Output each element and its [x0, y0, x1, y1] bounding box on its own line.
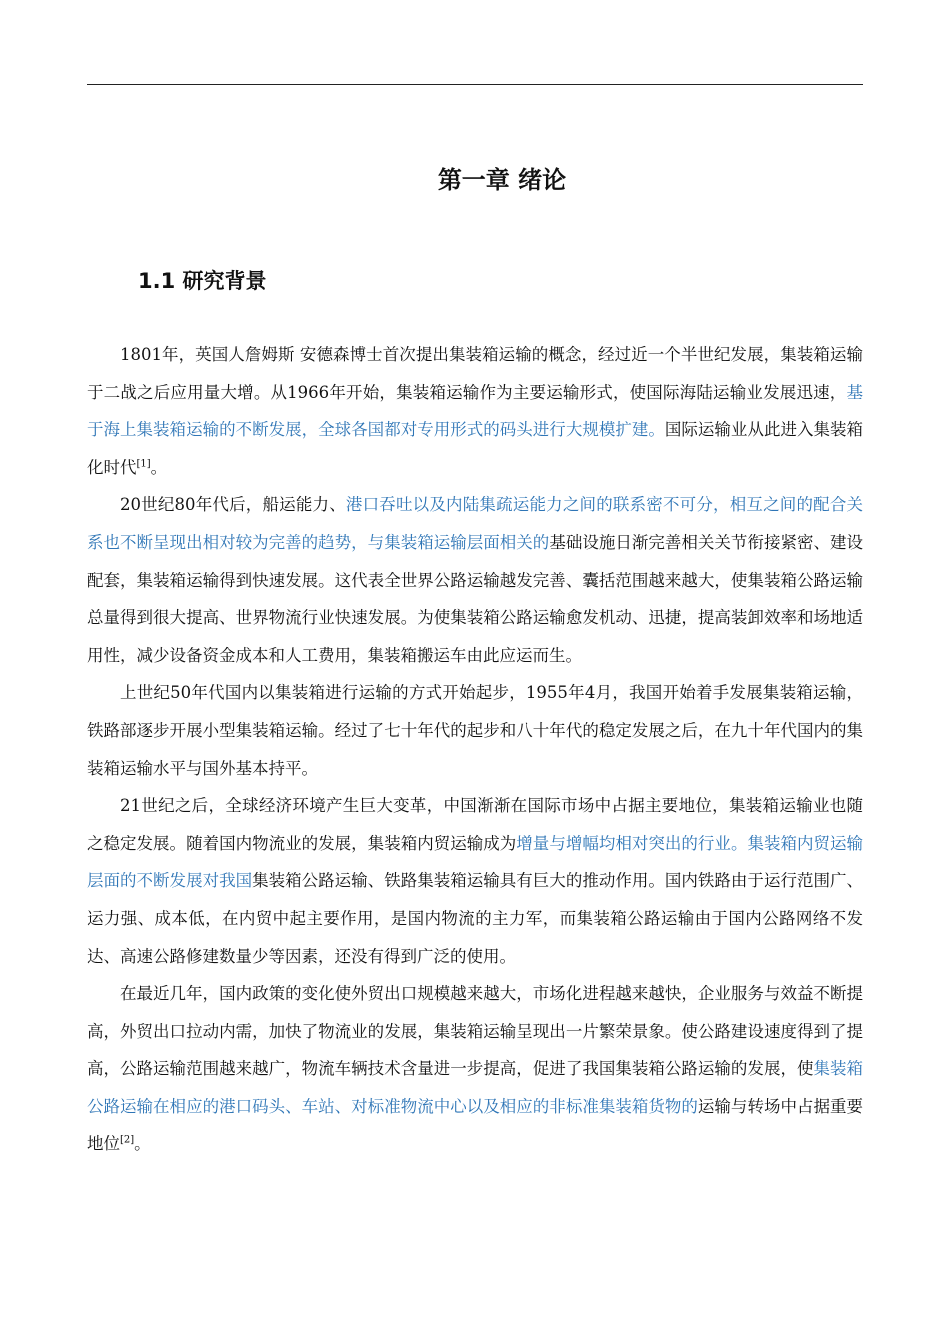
paragraph-text: 。 [134, 1134, 151, 1154]
paragraph [87, 674, 863, 787]
paragraph [87, 975, 863, 1163]
paragraph-text: 在最近几年，国内政策的变化使外贸出口规模越来越大，市场化进程越来越快，企业服务与效益不断提高，外贸出口拉动内需，加快了物流业的发展，集装箱运输呈现出一片繁荣景象。使公路建设速度得到了提高，公路运输范围越来越广，物流车辆技术含量进一步提高，促进了我国集装箱公路运输的发展，使 [87, 984, 863, 1079]
highlighted-text: 增量与增幅均相对突出的行业。集装箱内贸运输层面的不断发展对我国 [87, 833, 864, 891]
body-text [87, 336, 863, 1163]
paragraph-text: 集装箱公路运输、铁路集装箱运输具有巨大的推动作用。国内铁路由于运行范围广、运力强、成本低，在内贸中起主要作用，是国内物流的主力军，而集装箱公路运输由于国内公路网络不发达、高速公路修建数量少等因素，还没有得到广泛的使用。 [87, 871, 864, 966]
paragraph-text: 21世纪之后，全球经济环境产生巨大变革，中国渐渐在国际市场中占据主要地位，集装箱运输业也随之稳定发展。随着国内物流业的发展，集装箱内贸运输成为 [87, 796, 863, 853]
paragraph-text: 1801年，英国人詹姆斯 安德森博士首次提出集装箱运输的概念，经过近一个半世纪发展，集装箱运输于二战之后应用量大增。从1966年开始，集装箱运输作为主要运输形式，使国际海陆运输业发展迅速， [87, 345, 863, 402]
paragraph-text: 20世纪80年代后，船运能力、 [120, 495, 346, 515]
paragraph [87, 486, 863, 674]
citation-ref: [1] [136, 458, 151, 470]
highlighted-text: 港口吞吐以及内陆集疏运能力之间的联系密不可分，相互之间的配合关系也不断呈现出相对较为完善的趋势，与集装箱运输层面相关的 [87, 495, 864, 552]
highlighted-text: 集装箱公路运输在相应的港口码头、车站、对标准物流中心以及相应的非标准集装箱货物的 [87, 1059, 864, 1116]
citation-ref: [2] [120, 1134, 135, 1146]
section-title: 1.1 研究背景 [138, 269, 267, 293]
paragraph-text: 国际运输业从此进入集装箱化时代 [87, 420, 864, 477]
paragraph [87, 336, 863, 486]
paragraph-text: 。 [150, 457, 168, 477]
header-rule [87, 84, 863, 85]
paragraph-text: 基础设施日渐完善相关关节衔接紧密、建设配套，集装箱运输得到快速发展。这代表全世界公路运输越发完善、囊括范围越来越大，使集装箱公路运输总量得到很大提高、世界物流行业快速发展。为使集装箱公路运输愈发机动、迅捷，提高装卸效率和场地适用性，减少设备资金成本和人工费用，集装箱搬运车由此应运而生。 [87, 532, 864, 665]
paragraph-text: 上世纪50年代国内以集装箱进行运输的方式开始起步，1955年4月，我国开始着手发展集装箱运输，铁路部逐步开展小型集装箱运输。经过了七十年代的起步和八十年代的稳定发展之后，在九十年代国内的集装箱运输水平与国外基本持平。 [87, 683, 863, 778]
highlighted-text: 基于海上集装箱运输的不断发展，全球各国都对专用形式的码头进行大规模扩建。 [87, 382, 863, 440]
paragraph [87, 787, 863, 975]
chapter-title: 第一章 绪论 [437, 166, 567, 194]
paragraph-text: 运输与转场中占据重要地位 [87, 1096, 864, 1154]
